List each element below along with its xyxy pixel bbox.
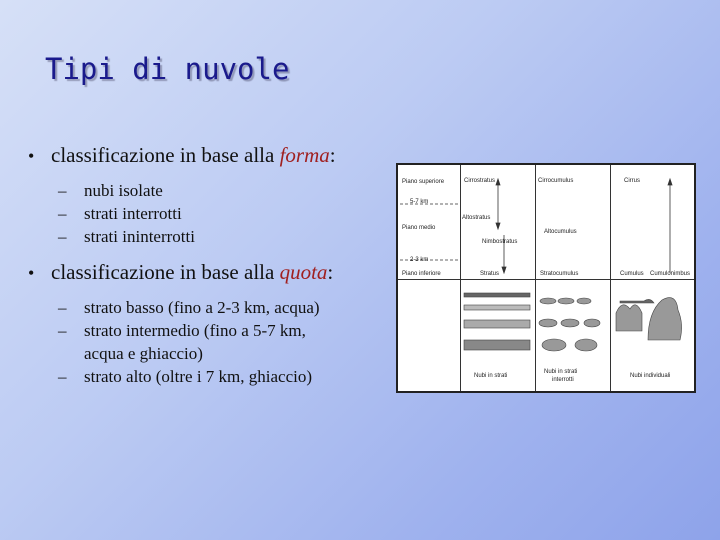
list-item xyxy=(58,226,388,248)
bullet-emphasis-quota: quota xyxy=(279,260,328,284)
list-item-text: acqua e ghiaccio) xyxy=(84,344,203,363)
bullet-forma xyxy=(28,143,388,168)
dash: – xyxy=(58,321,67,340)
bullet-prefix: classificazione in base alla xyxy=(51,143,280,167)
list-item-text: nubi isolate xyxy=(84,181,163,200)
cloud-label-cumulus: Cumulus xyxy=(620,271,644,277)
cloud-label-nimbostratus: Nimbostratus xyxy=(482,239,518,245)
cloud-types-figure xyxy=(396,163,696,393)
cloud-label-cirrostratus: Cirrostratus xyxy=(464,178,496,184)
level-low-km-label: 2-3 km xyxy=(410,257,429,263)
caption-strati-interrotti-2: interrotti xyxy=(552,377,574,383)
bullet-suffix: : xyxy=(327,260,334,284)
bullet-text xyxy=(51,143,336,168)
caption-strati-interrotti: Nubi in strati xyxy=(544,369,578,375)
level-high-km-label: 5-7 km xyxy=(410,199,429,205)
bullet-dot: • xyxy=(28,146,35,166)
list-item-text: strato intermedio (fino a 5-7 km, xyxy=(84,321,306,340)
level-top-label: Piano superiore xyxy=(402,179,445,185)
level-middle-label: Piano medio xyxy=(402,225,436,231)
list-item xyxy=(58,343,388,365)
dash: – xyxy=(58,298,67,317)
dash: – xyxy=(58,227,67,246)
figure-arrows xyxy=(398,165,694,391)
slide-title: Tipi di nuvole xyxy=(45,52,290,86)
sublist-forma xyxy=(58,180,388,248)
list-item xyxy=(58,203,388,225)
list-item xyxy=(58,366,388,388)
bullet-suffix: : xyxy=(329,143,336,167)
level-bottom-label: Piano inferiore xyxy=(402,271,441,277)
list-item xyxy=(58,180,388,202)
bullet-quota xyxy=(28,260,388,285)
caption-strati: Nubi in strati xyxy=(474,373,508,379)
cloud-label-cirrocumulus: Cirrocumulus xyxy=(538,178,574,184)
dash: – xyxy=(58,204,67,223)
list-item xyxy=(58,320,388,342)
dash: – xyxy=(58,367,67,386)
cloud-label-altocumulus: Altocumulus xyxy=(544,229,577,235)
cloud-label-altostratus: Altostratus xyxy=(462,215,491,221)
list-item-text: strato alto (oltre i 7 km, ghiaccio) xyxy=(84,367,313,386)
bullet-emphasis-forma: forma xyxy=(279,143,330,167)
cloud-label-stratus: Stratus xyxy=(480,271,500,277)
list-item-text: strati interrotti xyxy=(84,204,182,223)
dash xyxy=(58,343,84,365)
cloud-label-stratocumulus: Stratocumulus xyxy=(540,271,579,277)
arrow-icon xyxy=(400,179,672,273)
list-item-text: strati ininterrotti xyxy=(84,227,195,246)
bullet-dot: • xyxy=(28,263,35,283)
list-item-text: strato basso (fino a 2-3 km, acqua) xyxy=(84,298,320,317)
cloud-shapes xyxy=(464,293,682,351)
slide-content xyxy=(28,143,388,389)
cloud-label-cumulonimbus: Cumulonimbus xyxy=(650,271,691,277)
sublist-quota xyxy=(58,297,388,388)
list-item xyxy=(58,297,388,319)
bullet-prefix: classificazione in base alla xyxy=(51,260,280,284)
bullet-text xyxy=(51,260,333,285)
caption-individuali: Nubi individuali xyxy=(630,373,671,379)
cloud-label-cirrus: Cirrus xyxy=(624,178,640,184)
dash: – xyxy=(58,181,67,200)
